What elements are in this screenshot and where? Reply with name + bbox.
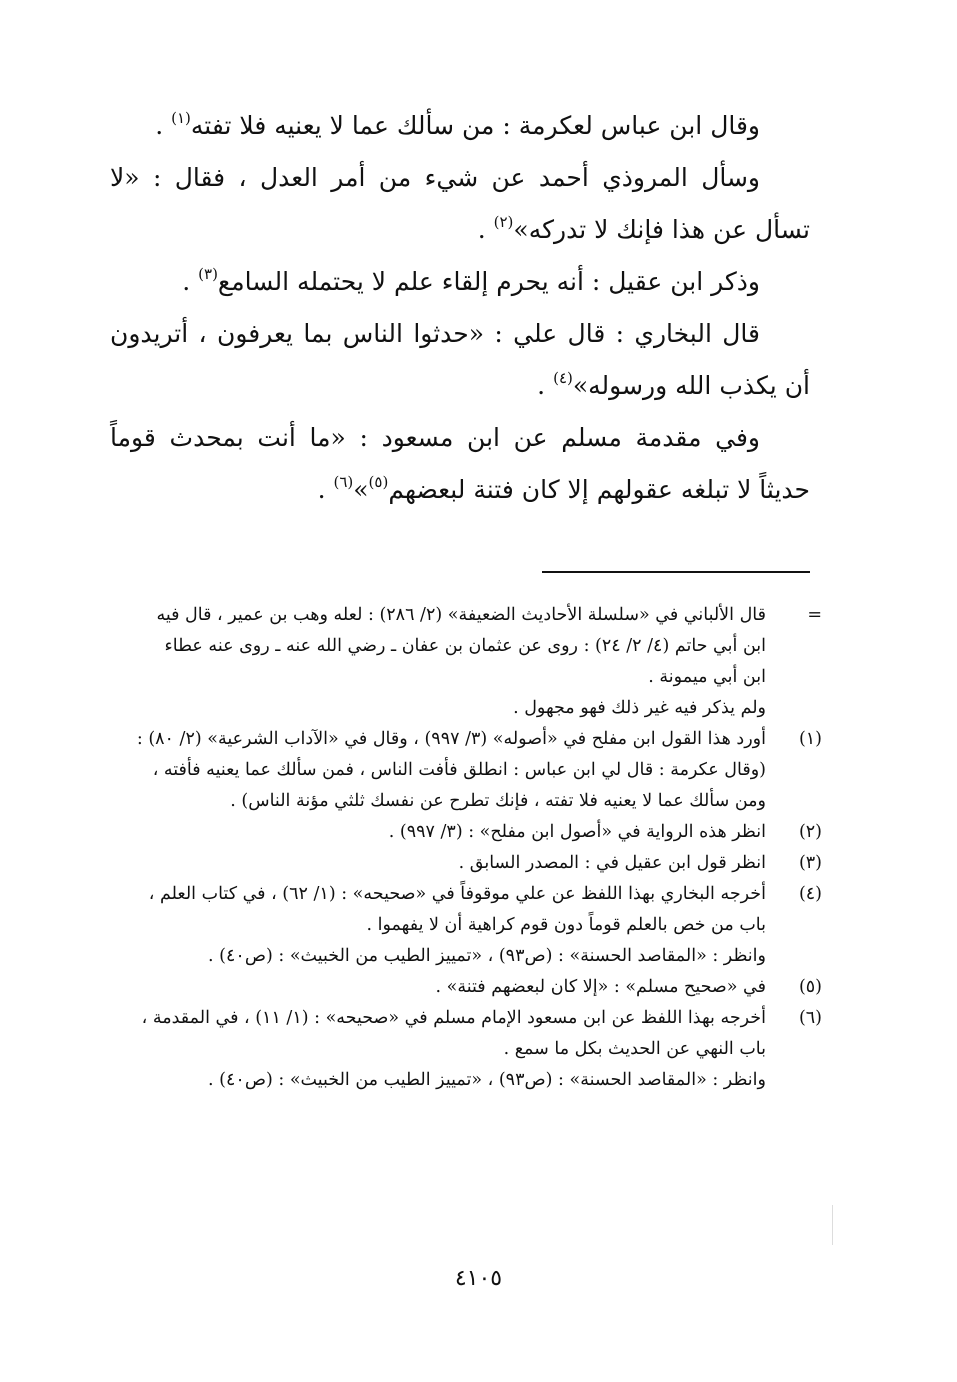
scan-margin-mark [832,1205,833,1245]
footnote-number: (٦) [798,1008,822,1028]
paragraph-3 [110,256,810,308]
footnote-ref[interactable]: (٦) [333,473,354,491]
footnote-number: (٥) [798,977,822,997]
paragraph-text: وقال ابن عباس لعكرمة : من سألك عما لا يعنيه فلا تفته [190,111,760,140]
footnote-line: انظر قول ابن عقيل في : المصدر السابق . [458,853,766,873]
footnote-body [110,879,766,972]
paragraph-tail: . [155,111,172,140]
footnote-3 [110,848,822,879]
paragraph-tail: . [317,475,334,504]
paragraph-text: وسأل المروذي أحمد عن شيء من أمر العدل ، فقال : «لا تسأل عن هذا فإنك لا تدركه» [110,163,810,244]
closing-quote: » [353,475,369,504]
page-number: ٤١٠٥ [454,1266,503,1291]
footnote-line: في «صحيح مسلم» : «إلا كان لبعضهم فتنة» . [435,977,766,997]
footnote-body [110,817,766,848]
footnote-line: ومن سألك عما لا يعنيه فلا تفته ، فإنك تطرح عن نفسك ثلثي مؤنة الناس) . [230,791,766,811]
footnote-line: باب النهي عن الحديث بكل ما سمع . [503,1039,766,1059]
footnote-line: ابن أبي ميمونة . [648,667,766,687]
footnote-number: (٢) [798,822,822,842]
footnote-line: (وقال عكرمة : قال لي ابن عباس : انطلق فأفت الناس ، فمن سألك عما يعنيه فأفته ، [152,760,766,780]
footnote-body [110,972,766,1003]
footnote-ref[interactable]: (١) [171,109,191,127]
footnote-line: انظر هذه الرواية في «أصول ابن مفلح» : (٣/ ٩٩٧) . [388,822,766,842]
footnote-1 [110,724,822,817]
footnote-body [110,848,766,879]
footnote-line: وانظر : «المقاصد الحسنة» : (ص٩٣) ، «تمييز الطيب من الخبيث» : (ص٤٠) . [208,946,766,966]
footnote-ref[interactable]: (٤) [553,369,573,387]
footnote-body [110,724,766,817]
footnote-6 [110,1003,822,1096]
footnote-4 [110,879,822,972]
footnote-ref[interactable]: (٥) [368,473,389,491]
footnote-line: قال الألباني في «سلسلة الأحاديث الضعيفة» (٢/ ٢٨٦) : لعله وهب بن عمير ، قال فيه [156,605,766,625]
footnote-line: أخرجه البخاري بهذا اللفظ عن علي موقوفاً في «صحيحه» : (١/ ٦٢) ، في كتاب العلم ، [148,884,766,904]
paragraph-text: قال البخاري : قال علي : «حدثوا الناس بما يعرفون ، أتريدون أن يكذب الله ورسوله» [110,319,810,400]
footnote-number: (٤) [798,884,822,904]
footnote-number: (١) [798,729,822,749]
footnote-continuation [110,600,822,724]
footnote-line: ابن أبي حاتم (٤/ ٢/ ٢٤) : روى عن عثمان بن عفان ـ رضي الله عنه ـ روى عنه عطاء [164,636,766,656]
footnote-ref[interactable]: (٢) [493,213,514,231]
paragraph-1 [110,100,810,152]
paragraph-2 [110,152,810,256]
footnote-body [110,1003,766,1096]
paragraph-tail: . [477,215,494,244]
paragraph-tail: . [182,267,199,296]
footnote-ref[interactable]: (٣) [198,265,218,283]
footnote-body [110,600,766,724]
footnote-number: = [807,605,822,625]
footnote-line: باب من خص بالعلم قوماً دون قوم كراهية أن لا يفهموا . [366,915,766,935]
footnote-5 [110,972,822,1003]
footnote-2 [110,817,822,848]
footnote-line: أورد هذا القول ابن مفلح في «أصوله» (٣/ ٩٩٧) ، وقال في «الآداب الشرعية» (٢/ ٨٠) : [136,729,766,749]
paragraph-5 [110,412,810,516]
paragraph-tail: . [537,371,554,400]
footnote-line: أخرجه بهذا اللفظ عن ابن مسعود الإمام مسلم في «صحيحه» : (١/ ١١) ، في المقدمة ، [141,1008,766,1028]
footnote-number: (٣) [798,853,822,873]
paragraph-4 [110,308,810,412]
footnote-line: ولم يذكر فيه غير ذلك فهو مجهول . [513,698,766,718]
footnote-line: وانظر : «المقاصد الحسنة» : (ص٩٣) ، «تمييز الطيب من الخبيث» : (ص٤٠) . [208,1070,766,1090]
paragraph-text: وذكر ابن عقيل : أنه يحرم إلقاء علم لا يحتمله السامع [217,267,760,296]
paragraph-text: وفي مقدمة مسلم عن ابن مسعود : «ما أنت بمحدث قوماً حديثاً لا تبلغه عقولهم إلا كان فتنة لبعضهم [110,423,810,504]
main-text [110,100,810,516]
footnotes [110,600,822,1096]
footnote-separator [542,571,810,573]
